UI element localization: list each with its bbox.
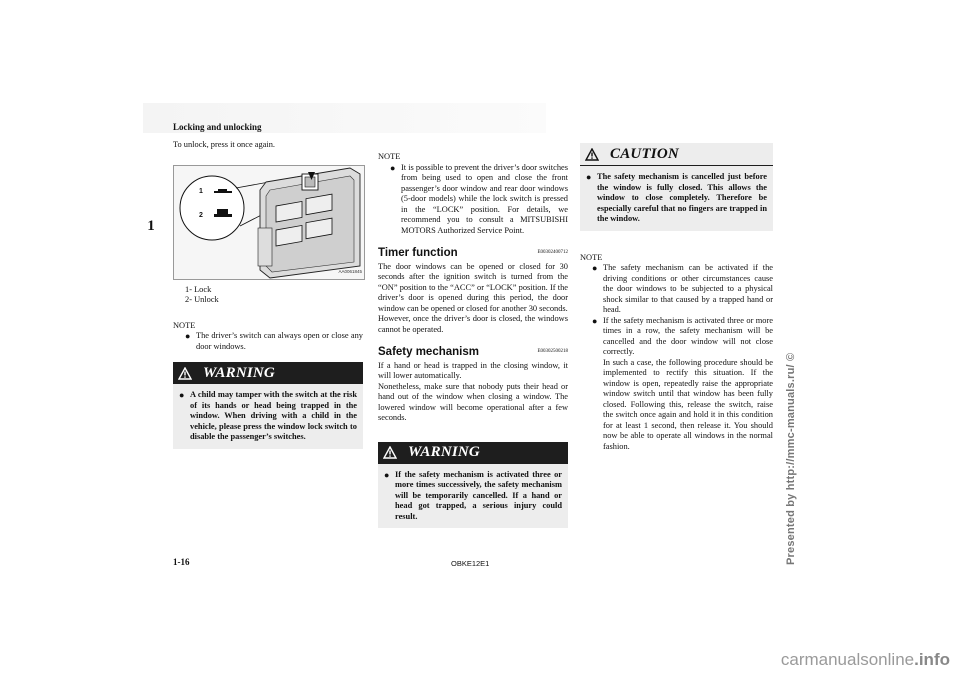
side-attribution: Presented by http://mmc-manuals.ru/ © xyxy=(785,352,797,565)
bullet-icon: ● xyxy=(592,263,598,273)
figure-id: AA0061845 xyxy=(338,269,362,274)
figure-label-unlock: 2 xyxy=(199,211,203,219)
watermark: carmanualsonline.info xyxy=(780,650,950,669)
timer-paragraph: However, once the driver’s door is closed, the windows cannot be operated. xyxy=(378,314,568,334)
window-switch-figure xyxy=(173,165,365,280)
chapter-tab: 1 xyxy=(147,218,155,234)
bullet-icon: ● xyxy=(592,315,598,326)
warning-bullet: ● A child may tamper with the switch at the risk of its hands or head being trapped in the window. When driving with a child in the vehicle, please press the window lock switch to disable the passenger’s switches. xyxy=(179,390,357,441)
note-bullet: ● The safety mechanism can be activated if the driving conditions or other circumstances cause the door windows to be subjected to a physical shock similar to that caused by a trapped hand or head. xyxy=(592,263,773,314)
warning-header xyxy=(173,362,363,384)
bullet-icon: ● xyxy=(390,162,396,173)
caution-title: CAUTION xyxy=(610,145,679,162)
bullet-icon: ● xyxy=(384,469,390,480)
note-label: NOTE xyxy=(580,252,603,262)
warning-triangle-icon xyxy=(378,446,402,459)
bullet-icon: ● xyxy=(586,172,592,182)
note-bullet: ● If the safety mechanism is activated three or more times in a row, the safety mechanism will be cancelled and the door window will not close correctly. xyxy=(592,315,773,356)
figure-legend xyxy=(173,285,363,305)
legend-item: 1- Lock xyxy=(185,284,212,294)
warning-box xyxy=(378,442,568,529)
safety-paragraph: Nonetheless, make sure that nobody puts their head or hand out of the window when closing a window. The lowered window will become operational after a few seconds. xyxy=(378,381,568,422)
safety-mechanism-heading: Safety mechanism E00302500218 xyxy=(378,346,568,358)
warning-bullet: ● If the safety mechanism is activated three or more times successively, the safety mechanism will be temporarily cancelled. If a hand or head got trapped, a serious injury could result. xyxy=(384,469,562,521)
warning-triangle-icon xyxy=(580,148,604,161)
column-1 xyxy=(173,140,363,449)
warning-title: WARNING xyxy=(203,364,275,381)
section-code: E00302400712 xyxy=(537,250,568,255)
warning-header xyxy=(378,442,568,464)
warning-body xyxy=(378,464,568,523)
column-2 xyxy=(378,150,568,528)
note-bullet: ● The driver’s switch can always open or close any door windows. xyxy=(185,331,363,351)
warning-box xyxy=(173,362,363,449)
bullet-icon: ● xyxy=(179,390,185,400)
safety-paragraph: If a hand or head is trapped in the closing window, it will lower automatically. xyxy=(378,360,568,380)
door-switch-illustration xyxy=(174,166,364,279)
warning-title: WARNING xyxy=(408,444,480,461)
figure-label-lock: 1 xyxy=(199,187,203,195)
timer-paragraph: The door windows can be opened or closed for 30 seconds after the ignition switch is turned from the “ON” position to the “ACC” or “LOCK” position. If the driver’s door is opened during this period, the door window can be opened or closed for another 30 seconds. xyxy=(378,261,568,313)
section-code: E00302500218 xyxy=(537,349,568,354)
warning-body xyxy=(173,384,363,443)
note-label: NOTE xyxy=(378,152,401,161)
caution-bullet: ● The safety mechanism is cancelled just before the window is fully closed. This allows the window to close completely. Therefore be especially careful that no fingers are trapped in the window. xyxy=(586,172,767,223)
caution-box xyxy=(580,143,773,231)
caution-header xyxy=(580,143,773,165)
bullet-icon: ● xyxy=(185,331,191,341)
caution-body xyxy=(580,166,773,225)
intro-text: To unlock, press it once again. xyxy=(173,140,275,149)
page-number: 1-16 xyxy=(173,557,190,567)
timer-function-heading: Timer function E00302400712 xyxy=(378,247,568,259)
warning-triangle-icon xyxy=(173,367,197,380)
note-label: NOTE xyxy=(173,320,196,330)
column-3 xyxy=(580,143,773,452)
section-title: Locking and unlocking xyxy=(173,122,262,132)
document-code: OBKE12E1 xyxy=(451,559,490,568)
legend-item: 2- Unlock xyxy=(185,294,219,304)
note-bullet: ● It is possible to prevent the driver’s door switches from being used to open and close the front passenger’s door window and rear door windows (5-door models) while the lock switch is pressed in the “LOCK” position. For details, we recommend you to consult a MITSUBISHI MOTORS Authorized Service Point. xyxy=(390,162,568,235)
note-continuation: In such a case, the following procedure should be implemented to rectify this situation. If the window is open, repeatedly raise the appropriate window switch until that window has been fully closed. Following this, release the switch, raise the switch once again and hold it in this condition for at least 1 second, then release it. You should now be able to operate all windows in the normal fashion. xyxy=(603,357,773,451)
